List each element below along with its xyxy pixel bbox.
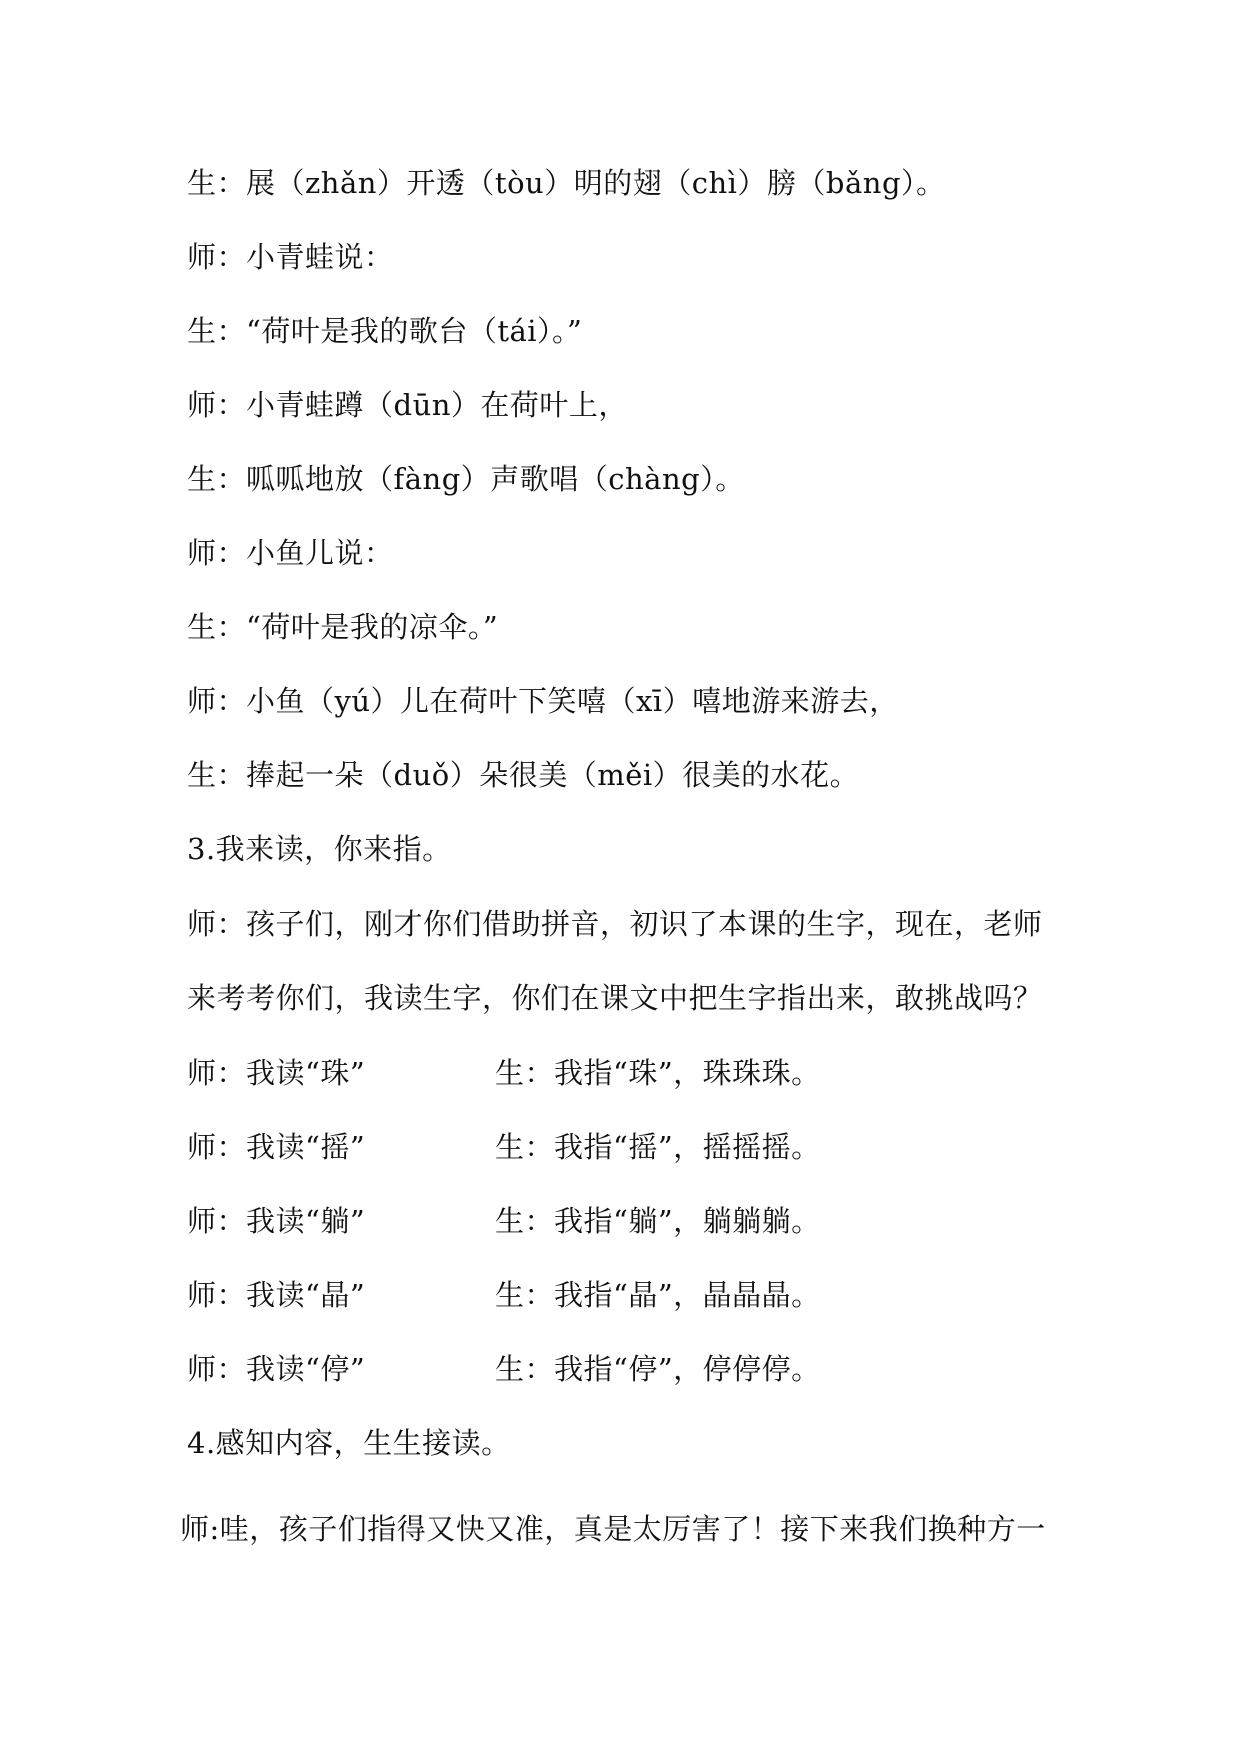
text-line: 师：小青蛙说： — [187, 240, 394, 274]
text-line: 师：小鱼儿说： — [187, 536, 394, 570]
text-line: 师：小鱼（yú）儿在荷叶下笑嘻（xī）嘻地游来游去， — [187, 684, 899, 718]
student-line: 生：我指“珠”，珠珠珠。 — [495, 1056, 821, 1090]
text-line: 生：捧起一朵（duǒ）朵很美（měi）很美的水花。 — [187, 758, 860, 792]
teacher-line: 师：我读“晶” — [187, 1278, 366, 1312]
text-line: 生：“荷叶是我的歌台（tái）。” — [187, 314, 583, 348]
text-line: 生：展（zhǎn）开透（tòu）明的翅（chì）膀（bǎng）。 — [187, 166, 946, 200]
student-line: 生：我指“停”，停停停。 — [495, 1352, 821, 1386]
text-line: 来考考你们，我读生字，你们在课文中把生字指出来，敢挑战吗？ — [187, 981, 1043, 1015]
text-line: 师：小青蛙蹲（dūn）在荷叶上， — [187, 388, 628, 422]
teacher-line: 师：我读“珠” — [187, 1056, 366, 1090]
text-line: 师：孩子们，刚才你们借助拼音，初识了本课的生字，现在，老师 — [187, 907, 1043, 941]
student-line: 生：我指“摇”，摇摇摇。 — [495, 1130, 821, 1164]
student-line: 生：我指“躺”，躺躺躺。 — [495, 1204, 821, 1238]
teacher-line: 师：我读“停” — [187, 1352, 366, 1386]
student-line: 生：我指“晶”，晶晶晶。 — [495, 1278, 821, 1312]
text-line: 生：呱呱地放（fàng）声歌唱（chàng）。 — [187, 462, 745, 496]
section-heading: 4.感知内容，生生接读。 — [187, 1426, 511, 1460]
teacher-line: 师：我读“躺” — [187, 1204, 366, 1238]
teacher-line: 师：我读“摇” — [187, 1130, 366, 1164]
text-line: 生：“荷叶是我的凉伞。” — [187, 610, 499, 644]
text-line: 师:哇，孩子们指得又快又准，真是太厉害了！接下来我们换种方一 — [180, 1512, 1046, 1546]
section-heading: 3.我来读，你来指。 — [187, 832, 452, 866]
